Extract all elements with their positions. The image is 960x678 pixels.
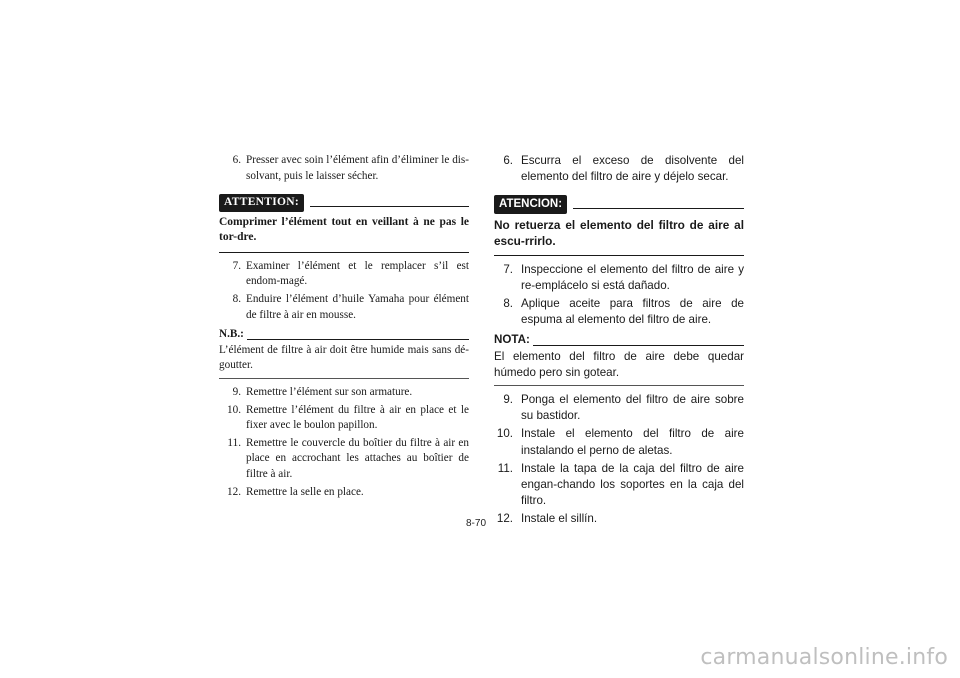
step-text: Examiner l’élément et le remplacer s’il est endom-magé. [246,259,469,288]
caution-rule [573,208,744,209]
step-text: Remettre l’élément du filtre à air en place et le fixer avec le boulon papillon. [246,403,469,432]
caution-header [494,195,744,213]
note-header [494,332,744,348]
step-number: 11. [497,461,513,475]
step-number: 9. [232,385,241,398]
step-text: Ponga el elemento del filtro de aire sobre su bastidor. [521,393,744,423]
caution-header [219,194,469,212]
step-number: 6. [503,154,513,167]
step-text: Remettre le couvercle du boîtier du filtre à air en place en accrochant les attaches au boîtier de filtre à air. [246,436,469,480]
step-9 [494,392,744,424]
step-7 [494,262,744,294]
step-6 [219,153,469,184]
french-column [219,153,469,502]
caution-end-rule [219,252,469,253]
step-number: 8. [232,292,241,305]
step-number: 12. [227,485,241,498]
step-8 [219,292,469,323]
step-number: 11. [227,436,241,449]
step-number: 8. [503,297,513,311]
spanish-column [494,153,744,530]
caution-rule [310,206,469,207]
step-10 [494,426,744,458]
note-text: L’élément de filtre à air doit être humide mais sans dé-goutter. [219,343,469,372]
caution-text: Comprimer l’élément tout en veillant à ne pas le tor-dre. [219,215,469,244]
step-number: 7. [232,259,241,272]
note-header [219,327,469,343]
step-11 [494,461,744,510]
step-9 [219,385,469,401]
step-8 [494,296,744,328]
step-text: Enduire l’élément d’huile Yamaha pour élément de filtre à air en mousse. [246,292,469,321]
step-number: 12. [496,512,513,526]
caution-label: ATENCION: [494,195,567,213]
note-end-rule [494,385,744,386]
step-text: Presser avec soin l’élément afin d’éliminer le dis-solvant, puis le laisser sécher. [246,154,469,182]
caution-text: No retuerza el elemento del filtro de aire al escu-rrirlo. [494,217,744,248]
step-number: 10. [227,403,241,416]
step-text: Escurra el exceso de disolvente del elemento del filtro de aire y déjelo secar. [521,154,744,184]
step-12 [494,511,744,527]
note-text: El elemento del filtro de aire debe quedar húmedo pero sin gotear. [494,349,744,379]
step-number: 9. [503,393,513,407]
note-rule [247,339,469,340]
caution-end-rule [494,255,744,256]
step-6 [494,153,744,185]
step-text: Instale el elemento del filtro de aire instalando el perno de aletas. [521,427,744,457]
step-text: Instale el sillín. [521,512,598,526]
step-number: 7. [503,262,513,276]
page-number: 8-70 [466,518,487,529]
step-number: 10. [496,427,513,441]
note-label: N.B.: [219,328,244,341]
note-rule [533,345,744,346]
step-11 [219,436,469,483]
note-label: NOTA: [494,333,530,347]
step-12 [219,485,469,501]
step-number: 6. [232,154,241,166]
step-7 [219,259,469,290]
step-10 [219,403,469,434]
step-text: Instale la tapa de la caja del filtro de aire engan-chando los soportes en la caja del filtro. [521,461,744,508]
step-text: Remettre la selle en place. [246,485,364,498]
step-text: Aplique aceite para filtros de aire de espuma al elemento del filtro de aire. [521,297,744,327]
note-end-rule [219,378,469,379]
step-text: Inspeccione el elemento del filtro de aire y re-emplácelo si está dañado. [521,262,744,292]
caution-label: ATTENTION: [219,194,304,212]
watermark: carmanualsonline.info [700,645,948,670]
step-text: Remettre l’élément sur son armature. [246,385,413,398]
